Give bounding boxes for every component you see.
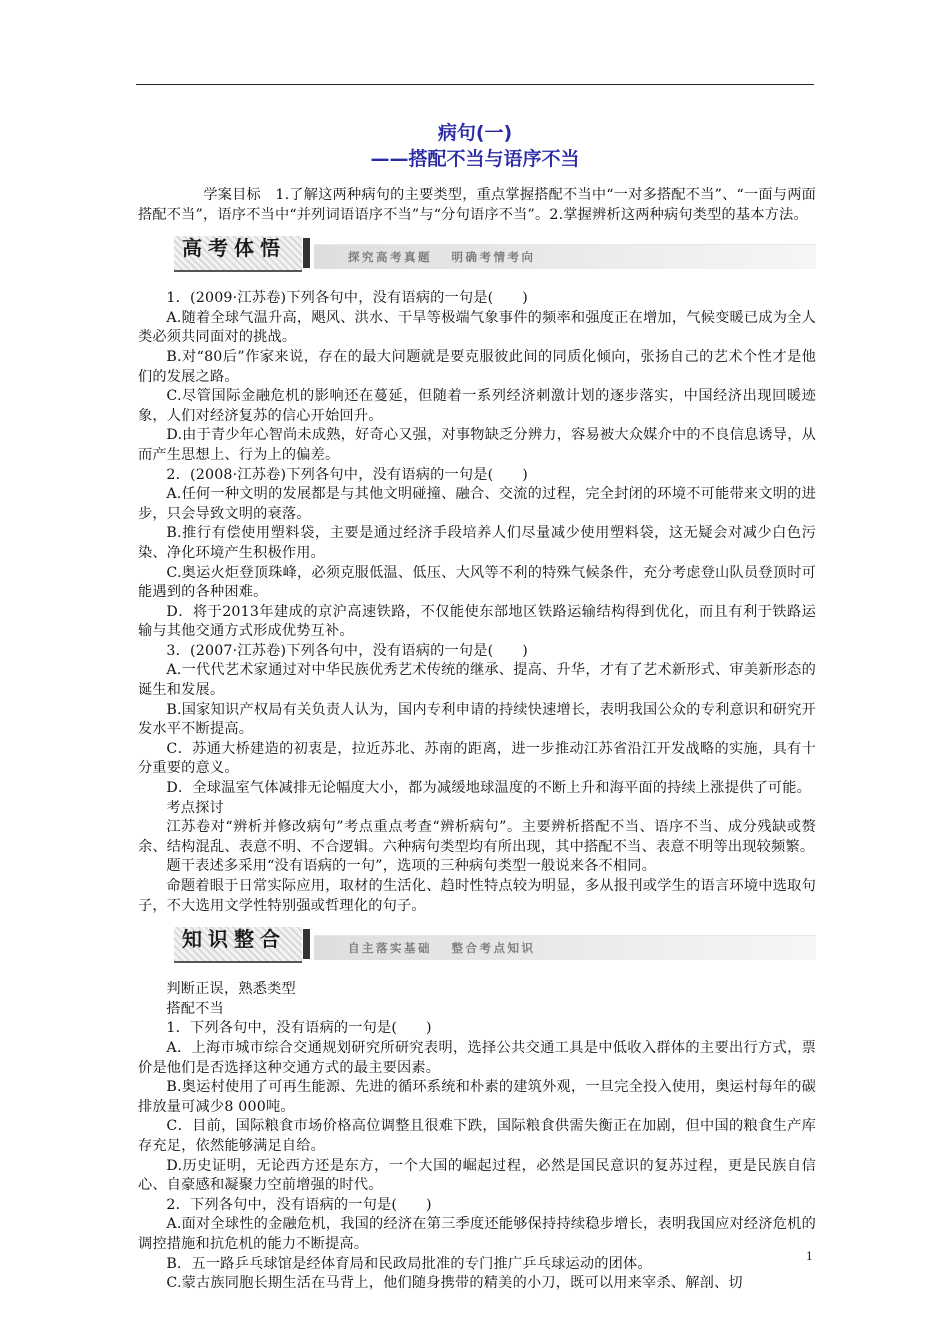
option-line: D．全球温室气体减排无论幅度大小，都为减缓地球温度的不断上升和海平面的持续上涨提供了可能。 <box>166 780 812 797</box>
paragraph: 题干表述多采用“没有语病的一句”，选项的三种病句类型一般说来各不相同。 <box>166 858 657 875</box>
option-line: B．五一路乒乓球馆是经体育局和民政局批准的专门推广乒乓球运动的团体。 <box>166 1255 652 1272</box>
banner-tag <box>174 236 302 272</box>
option-line: D.历史证明，无论西方还是东方，一个大国的崛起过程，必然是国民意识的复苏过程，更是民族自信心、自豪感和凝聚力空前增强的时代。 <box>138 1157 816 1194</box>
subheading: 判断正误，熟悉类型 <box>166 981 296 998</box>
subheading: 考点探讨 <box>166 799 224 816</box>
option-line: A．上海市城市综合交通规划研究所研究表明，选择公共交通工具是中低收入群体的主要出行方式，票价是他们是否选择这种交通方式的最主要因素。 <box>138 1039 816 1076</box>
section-knowledge <box>138 980 816 1294</box>
option-line: D．将于2013年建成的京沪高速铁路，不仅能使东部地区铁路运输结构得到优化，而且有利于铁路运输与其他交通方式形成优势互补。 <box>138 603 816 640</box>
paragraph: 命题着眼于日常实际应用，取材的生活化、趋时性特点较为明显，多从报刊或学生的语言环境中选取句子，不大选用文学性特别强或哲理化的句子。 <box>138 878 816 914</box>
banner-strip <box>314 935 816 960</box>
page-title: 病句(一) <box>437 122 513 144</box>
option-line: B.对“80后”作家来说，存在的最大问题就是要克服彼此间的同质化倾向，张扬自己的艺术个性才是他们的发展之路。 <box>138 348 816 385</box>
document-body <box>138 186 816 1294</box>
header-rule <box>136 84 814 85</box>
banner-bar <box>303 238 310 268</box>
question-line: 1．下列各句中，没有语病的一句是( ) <box>166 1020 432 1037</box>
page-number: 1 <box>806 1248 813 1263</box>
option-line: C．目前，国际粮食市场价格高位调整且很难下跌，国际粮食供需失衡正在加剧，但中国的粮食生产库存充足，依然能够满足自给。 <box>138 1118 816 1154</box>
option-line: C.尽管国际金融危机的影响还在蔓延，但随着一系列经济刺激计划的逐步落实，中国经济出现回暖迹象，人们对经济复苏的信心开始回升。 <box>138 388 816 424</box>
subheading: 搭配不当 <box>166 1000 224 1017</box>
option-line: B.国家知识产权局有关负责人认为，国内专利申请的持续快速增长，表明我国公众的专利意识和研究开发水平不断提高。 <box>138 701 816 738</box>
question-line: 2．下列各句中，没有语病的一句是( ) <box>166 1196 432 1213</box>
paragraph: 江苏卷对“辨析并修改病句”考点重点考查“辨析病句”。主要辨析搭配不当、语序不当、成分残缺或赘余、结构混乱、表意不明、不合逻辑。六种病句类型均有所出现，其中搭配不当、表意不明等出现较频繁。 <box>138 819 816 855</box>
option-line: B.奥运村使用了可再生能源、先进的循环系统和朴素的建筑外观，一旦完全投入使用，奥运村每年的碳排放量可减少8 000吨。 <box>138 1079 816 1115</box>
section-banner-gaokao <box>138 234 816 274</box>
option-line: A.一代代艺术家通过对中华民族优秀艺术传统的继承、提高、升华，才有了艺术新形式、审美新形态的诞生和发展。 <box>138 662 816 699</box>
option-line: A.面对全球性的金融危机，我国的经济在第三季度还能够保持持续稳步增长，表明我国应对经济危机的调控措施和抗危机的能力不断提高。 <box>138 1216 816 1252</box>
option-line: C．苏通大桥建造的初衷是，拉近苏北、苏南的距离，进一步推动江苏省沿江开发战略的实施，具有十分重要的意义。 <box>138 740 816 777</box>
question-line: 1．(2009·江苏卷)下列各句中，没有语病的一句是( ) <box>166 290 528 307</box>
banner-strip <box>314 244 816 269</box>
title-block <box>136 120 814 172</box>
option-line: B.推行有偿使用塑料袋，主要是通过经济手段培养人们尽量减少使用塑料袋，这无疑会对减少白色污染、净化环境产生积极作用。 <box>138 525 816 561</box>
question-line: 3．(2007·江苏卷)下列各句中，没有语病的一句是( ) <box>166 642 528 659</box>
section-gaokao <box>138 289 816 916</box>
banner-bar <box>303 929 310 959</box>
banner-tag-text: 知识整合 <box>182 927 286 952</box>
question-line: 2．(2008·江苏卷)下列各句中，没有语病的一句是( ) <box>166 466 528 483</box>
option-line: D.由于青少年心智尚未成熟，好奇心又强，对事物缺乏分辨力，容易被大众媒介中的不良信息诱导，从而产生思想上、行为上的偏差。 <box>138 427 816 463</box>
banner-slogan: 自主落实基础 整合考点知识 <box>348 941 536 956</box>
page-subtitle: ——搭配不当与语序不当 <box>370 148 580 170</box>
option-line: A.任何一种文明的发展都是与其他文明碰撞、融合、交流的过程，完全封闭的环境不可能带来文明的进步，只会导致文明的衰落。 <box>138 486 816 522</box>
option-line: C.蒙古族同胞长期生活在马背上，他们随身携带的精美的小刀，既可以用来宰杀、解剖、切 <box>166 1275 743 1292</box>
banner-tag <box>174 927 302 963</box>
option-line: A.随着全球气温升高，飓风、洪水、干旱等极端气象事件的频率和强度正在增加，气候变暖已成为全人类必须共同面对的挑战。 <box>138 309 816 346</box>
banner-tag-text: 高考体悟 <box>182 236 286 261</box>
section-banner-knowledge <box>138 925 816 965</box>
banner-slogan: 探究高考真题 明确考情考向 <box>348 250 536 265</box>
learning-objective: 学案目标 1.了解这两种病句的主要类型，重点掌握搭配不当中“一对多搭配不当”、“一面与两面搭配不当”，语序不当中“并列词语语序不当”与“分句语序不当”。2.掌握辨析这两种病句类型的基本方法。 <box>138 187 816 223</box>
option-line: C.奥运火炬登顶珠峰，必须克服低温、低压、大风等不利的特殊气候条件，充分考虑登山队员登顶时可能遇到的各种困难。 <box>138 564 816 601</box>
